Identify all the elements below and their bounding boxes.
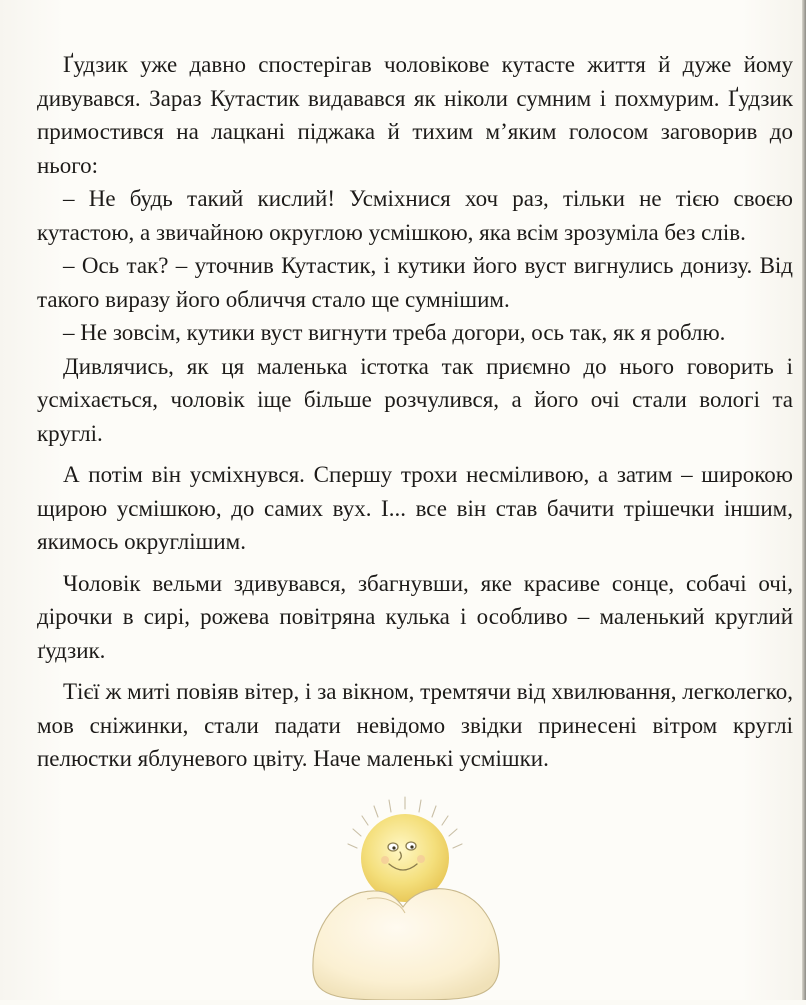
paragraph-7: Чоловік вельми здивувався, збагнувши, яке красиве сонце, собачі очі, дірочки в сирі, рожева повітряна кулька і особливо – маленький круглий ґудзик.	[37, 570, 793, 663]
page-edge	[802, 0, 806, 1000]
illustration-svg	[305, 795, 505, 1000]
paragraph-2: – Не будь такий кислий! Усміхнися хоч раз, тільки не тією своєю кутастою, а звичайною округлою усмішкою, яка всім зрозуміла без слів.	[37, 186, 793, 245]
paragraph-6: А потім він усміхнувся. Спершу трохи несміливою, а затим – широкою щирою усмішкою, до самих вух. І... все він став бачити трішечки іншим, якимось округлішим.	[37, 462, 793, 554]
paragraph-8: Тієї ж миті повіяв вітер, і за вікном, тремтячи від хвилювання, легколегко, мов сніжинки, стали падати невідомо звідки принесені вітром круглі пелюстки яблуневого цвіту. Наче маленькі усмішки.	[37, 679, 793, 771]
paragraph-5: Дивлячись, як ця маленька істотка так приємно до нього говорить і усміхається, чоловік іще більше розчулився, а його очі стали вологі та круглі.	[37, 353, 793, 446]
paragraph-4: – Не зовсім, кутики вуст вигнути треба догори, ось так, як я роблю.	[63, 320, 726, 345]
paragraph-1: Ґудзик уже давно спостерігав чоловікове кутасте життя й дуже йому дивувався. Зараз Кутастик видавався як ніколи сумним і похмурим. Ґудзик примостився на лацкані піджака й тихим м’яким голосом заговорив до нього:	[37, 52, 793, 178]
paragraph-3: – Ось так? – уточнив Кутастик, і кутики його вуст вигнулись донизу. Від такого виразу його обличчя стало ще сумнішим.	[37, 253, 793, 312]
cloud-body	[313, 889, 499, 1000]
smiling-sun-on-cloud-icon	[305, 795, 505, 1000]
story-text	[37, 48, 793, 776]
